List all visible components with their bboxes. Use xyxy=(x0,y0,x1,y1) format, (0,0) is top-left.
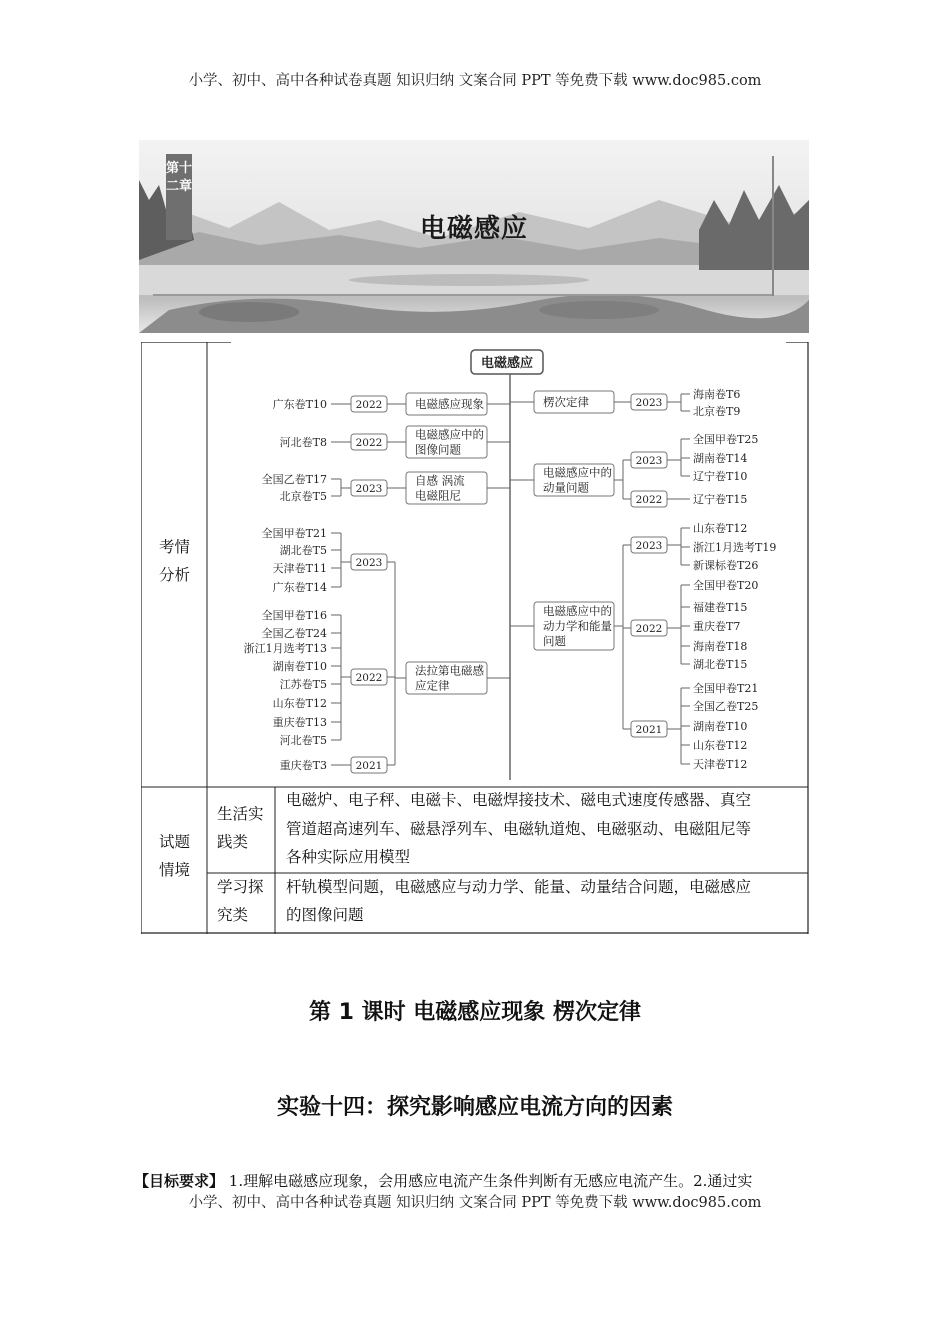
right-topic-node-2-label: 动量问题 xyxy=(543,480,589,495)
sub1-label-a: 生活实 xyxy=(217,805,264,823)
right-topic-node-1-label: 楞次定律 xyxy=(543,395,589,409)
exam-analysis-table xyxy=(141,342,809,934)
exam-item-label: 重庆卷T7 xyxy=(693,620,741,633)
year-label: 2022 xyxy=(355,672,383,684)
exam-item-label: 福建卷T15 xyxy=(693,601,748,614)
row2-label-a: 试题 xyxy=(159,833,191,851)
exam-item-label: 海南卷T6 xyxy=(693,388,741,401)
right-topic-node-3-label: 电磁感应中的 xyxy=(543,604,612,618)
exam-item-label: 湖北卷T5 xyxy=(279,544,327,557)
exam-item-label: 海南卷T18 xyxy=(693,640,748,653)
exam-item-label: 湖南卷T10 xyxy=(693,720,748,733)
exam-item-label: 北京卷T5 xyxy=(279,490,327,503)
exam-item-label: 广东卷T10 xyxy=(272,398,327,411)
left-topic-node-3-label: 电磁阻尼 xyxy=(415,488,461,503)
right-topic-node-2-label: 电磁感应中的 xyxy=(543,465,612,480)
exam-item-label: 河北卷T8 xyxy=(279,436,327,449)
page-header: 小学、初中、高中各种试卷真题 知识归纳 文案合同 PPT 等免费下载 www.doc985.com xyxy=(188,73,762,89)
year-label: 2022 xyxy=(635,623,663,635)
exam-item-label: 全国乙卷T25 xyxy=(693,700,759,713)
chapter-title: 电磁感应 xyxy=(419,214,528,244)
exam-item-label: 新课标卷T26 xyxy=(693,559,759,572)
exam-item-label: 山东卷T12 xyxy=(693,522,748,535)
left-topic-node-1-label: 电磁感应现象 xyxy=(415,397,484,411)
exam-item-label: 湖北卷T15 xyxy=(693,658,748,671)
exam-item-label: 天津卷T11 xyxy=(272,562,327,575)
left-topic-node-2-label: 图像问题 xyxy=(415,442,461,457)
exam-item-label: 湖南卷T14 xyxy=(693,452,748,465)
exam-item-label: 全国甲卷T21 xyxy=(261,527,327,540)
exam-item-label: 北京卷T9 xyxy=(693,405,741,418)
year-label: 2021 xyxy=(635,724,663,736)
page-footer: 小学、初中、高中各种试卷真题 知识归纳 文案合同 PPT 等免费下载 www.doc985.com xyxy=(188,1195,762,1211)
exam-item-label: 全国甲卷T25 xyxy=(693,433,759,446)
left-topic-node-2-label: 电磁感应中的 xyxy=(415,427,484,442)
exam-item-label: 全国甲卷T20 xyxy=(693,579,759,592)
year-label: 2023 xyxy=(635,397,663,409)
left-topic-node-3-label: 自感 涡流 xyxy=(415,473,465,488)
exam-item-label: 天津卷T12 xyxy=(693,758,748,771)
goal-text: 1.理解电磁感应现象，会用感应电流产生条件判断有无感应电流产生。2.通过实 xyxy=(224,1172,753,1190)
chapter-banner xyxy=(139,140,809,333)
sub2-line-1: 杆轨模型问题，电磁感应与动力学、能量、动量结合问题，电磁感应 xyxy=(286,878,752,896)
row2-label-b: 情境 xyxy=(159,861,191,879)
exam-item-label: 全国乙卷T24 xyxy=(261,627,327,640)
exam-item-label: 重庆卷T3 xyxy=(279,759,327,772)
sub2-label-b: 究类 xyxy=(217,906,249,924)
year-label: 2023 xyxy=(355,483,383,495)
goal-paragraph xyxy=(134,1170,752,1191)
row1-label-a: 考情 xyxy=(159,538,191,556)
exam-item-label: 山东卷T12 xyxy=(272,697,327,710)
left-topic-node-4-label: 应定律 xyxy=(415,678,450,693)
year-label: 2023 xyxy=(635,455,663,467)
exam-item-label: 广东卷T14 xyxy=(272,581,327,594)
chapter-label: 第十二章 xyxy=(166,154,192,240)
year-label: 2023 xyxy=(355,557,383,569)
lesson-title: 第 1 课时 电磁感应现象 楞次定律 xyxy=(309,1000,641,1025)
exam-item-label: 全国乙卷T17 xyxy=(261,473,327,486)
year-label: 2021 xyxy=(355,760,383,772)
exam-item-label: 辽宁卷T10 xyxy=(693,470,748,483)
exam-item-label: 湖南卷T10 xyxy=(272,660,327,673)
root-node-label: 电磁感应 xyxy=(480,356,534,371)
row1-label-b: 分析 xyxy=(159,566,191,584)
right-topic-node-3-label: 动力学和能量 xyxy=(543,619,612,633)
exam-item-label: 浙江1月选考T13 xyxy=(243,642,327,655)
left-topic-node-4-label: 法拉第电磁感 xyxy=(415,663,484,678)
year-label: 2022 xyxy=(355,437,383,449)
sub1-line-2: 管道超高速列车、磁悬浮列车、电磁轨道炮、电磁驱动、电磁阻尼等 xyxy=(286,820,752,838)
experiment-title: 实验十四：探究影响感应电流方向的因素 xyxy=(276,1095,673,1120)
sub1-line-1: 电磁炉、电子秤、电磁卡、电磁焊接技术、磁电式速度传感器、真空 xyxy=(286,791,752,809)
exam-item-label: 全国甲卷T21 xyxy=(693,682,759,695)
sub2-line-2: 的图像问题 xyxy=(286,906,364,924)
exam-item-label: 浙江1月选考T19 xyxy=(693,541,777,554)
sub1-label-b: 践类 xyxy=(217,833,249,851)
year-label: 2022 xyxy=(635,494,663,506)
year-label: 2023 xyxy=(635,540,663,552)
exam-item-label: 河北卷T5 xyxy=(279,734,327,747)
sub2-label-a: 学习探 xyxy=(217,878,264,896)
exam-item-label: 江苏卷T5 xyxy=(279,678,327,691)
right-topic-node-3-label: 问题 xyxy=(543,634,566,648)
goal-label: 【目标要求】 xyxy=(134,1172,225,1190)
year-label: 2022 xyxy=(355,399,383,411)
exam-item-label: 辽宁卷T15 xyxy=(693,493,748,506)
exam-item-label: 全国甲卷T16 xyxy=(261,609,327,622)
exam-item-label: 山东卷T12 xyxy=(693,739,748,752)
sub1-line-3: 各种实际应用模型 xyxy=(286,848,411,866)
exam-item-label: 重庆卷T13 xyxy=(272,716,327,729)
